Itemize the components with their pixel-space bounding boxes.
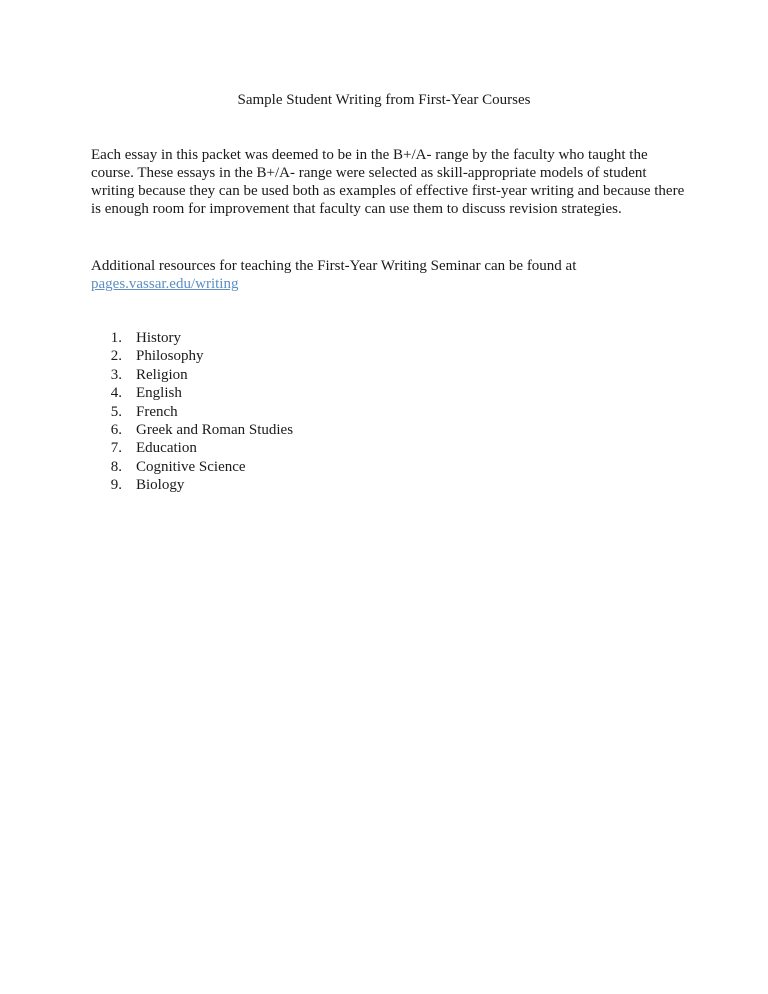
list-item-number: 2. [110,348,122,365]
resources-paragraph [91,257,691,293]
list-item-label: Biology [136,477,185,494]
list-item-number: 5. [110,403,122,420]
list-item-number: 4. [110,385,122,402]
page-title: Sample Student Writing from First-Year Courses [237,92,531,108]
list-item [91,366,293,384]
list-item [91,476,293,494]
list-item-number: 1. [110,330,122,346]
list-item-number: 9. [110,477,122,494]
list-item [91,439,293,457]
list-item [91,384,293,402]
list-item-label: English [136,385,182,402]
list-item-number: 6. [110,422,122,439]
list-item-label: Education [136,440,197,457]
intro-paragraph: Each essay in this packet was deemed to be in the B+/A- range by the faculty who taught the course. These essays in the B+/A- range were selected as skill-appropriate models of student writing because they can be used both as examples of effective first-year writing and because there is enough room for improvement that faculty can use them to discuss revision strategies. [91,147,685,217]
writing-resources-link[interactable]: pages.vassar.edu/writing [91,276,239,292]
list-item-number: 8. [110,458,122,475]
list-item [91,347,293,365]
list-item-number: 3. [110,366,122,383]
list-item [91,329,293,347]
list-item-label: Religion [136,366,188,383]
resources-text: Additional resources for teaching the First-Year Writing Seminar can be found at [91,258,577,274]
list-item-label: Philosophy [136,348,204,365]
list-item-label: Greek and Roman Studies [136,422,294,439]
list-item-number: 7. [110,440,122,457]
list-item-label: Cognitive Science [136,458,246,475]
subject-list [91,329,293,495]
list-item-label: History [136,330,181,346]
list-item [91,403,293,421]
list-item [91,458,293,476]
list-item-label: French [136,403,178,420]
list-item [91,421,293,439]
